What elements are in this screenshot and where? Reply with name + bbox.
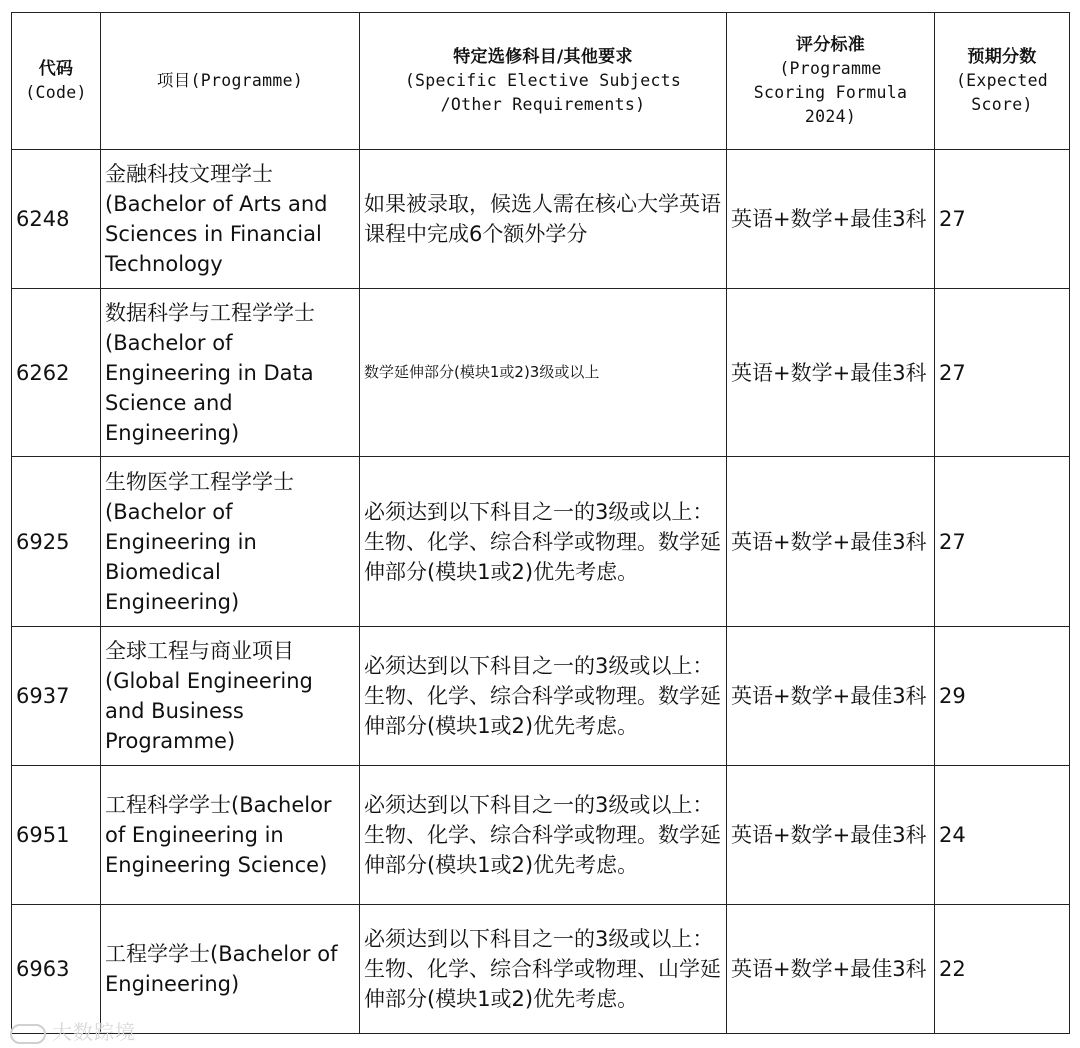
cell-code: 6951	[12, 766, 101, 905]
cell-expected: 27	[935, 289, 1070, 457]
header-scoring: 评分标准 (Programme Scoring Formula 2024)	[727, 13, 935, 150]
cell-requirements: 如果被录取，候选人需在核心大学英语课程中完成6个额外学分	[360, 150, 727, 289]
cell-programme: 数据科学与工程学学士(Bachelor of Engineering in Data Science and Engineering)	[101, 289, 360, 457]
cell-programme: 工程科学学士(Bachelor of Engineering in Engineering Science)	[101, 766, 360, 905]
watermark: 大数踪境	[10, 1016, 136, 1045]
cell-expected: 27	[935, 150, 1070, 289]
admission-table	[11, 12, 1070, 1034]
cell-scoring: 英语+数学+最佳3科	[727, 905, 935, 1034]
cell-expected: 27	[935, 457, 1070, 627]
cell-scoring: 英语+数学+最佳3科	[727, 289, 935, 457]
cell-scoring: 英语+数学+最佳3科	[727, 766, 935, 905]
header-requirements: 特定选修科目/其他要求 (Specific Elective Subjects /Other Requirements)	[360, 13, 727, 150]
weibo-logo-icon	[10, 1024, 46, 1044]
table-row	[12, 766, 1070, 905]
table-row	[12, 150, 1070, 289]
table-row	[12, 627, 1070, 766]
cell-code: 6262	[12, 289, 101, 457]
cell-code: 6248	[12, 150, 101, 289]
cell-expected: 29	[935, 627, 1070, 766]
header-expected: 预期分数 (Expected Score)	[935, 13, 1070, 150]
cell-expected: 24	[935, 766, 1070, 905]
cell-code: 6937	[12, 627, 101, 766]
cell-programme: 金融科技文理学士(Bachelor of Arts and Sciences in Financial Technology	[101, 150, 360, 289]
header-row	[12, 13, 1070, 150]
cell-programme: 全球工程与商业项目(Global Engineering and Business Programme)	[101, 627, 360, 766]
cell-scoring: 英语+数学+最佳3科	[727, 627, 935, 766]
cell-code: 6963	[12, 905, 101, 1034]
cell-scoring: 英语+数学+最佳3科	[727, 457, 935, 627]
cell-requirements: 必须达到以下科目之一的3级或以上：生物、化学、综合科学或物理、山学延伸部分(模块1或2)优先考虑。	[360, 905, 727, 1034]
header-programme: 项目(Programme)	[101, 13, 360, 150]
table-row	[12, 905, 1070, 1034]
cell-requirements: 必须达到以下科目之一的3级或以上：生物、化学、综合科学或物理。数学延伸部分(模块1或2)优先考虑。	[360, 627, 727, 766]
cell-requirements: 数学延伸部分(模块1或2)3级或以上	[360, 289, 727, 457]
cell-code: 6925	[12, 457, 101, 627]
cell-scoring: 英语+数学+最佳3科	[727, 150, 935, 289]
table-row	[12, 289, 1070, 457]
header-code: 代码 (Code)	[12, 13, 101, 150]
table-row	[12, 457, 1070, 627]
cell-requirements: 必须达到以下科目之一的3级或以上：生物、化学、综合科学或物理。数学延伸部分(模块1或2)优先考虑。	[360, 766, 727, 905]
cell-programme: 工程学学士(Bachelor of Engineering)	[101, 905, 360, 1034]
cell-programme: 生物医学工程学学士(Bachelor of Engineering in Biomedical Engineering)	[101, 457, 360, 627]
cell-requirements: 必须达到以下科目之一的3级或以上：生物、化学、综合科学或物理。数学延伸部分(模块1或2)优先考虑。	[360, 457, 727, 627]
cell-expected: 22	[935, 905, 1070, 1034]
